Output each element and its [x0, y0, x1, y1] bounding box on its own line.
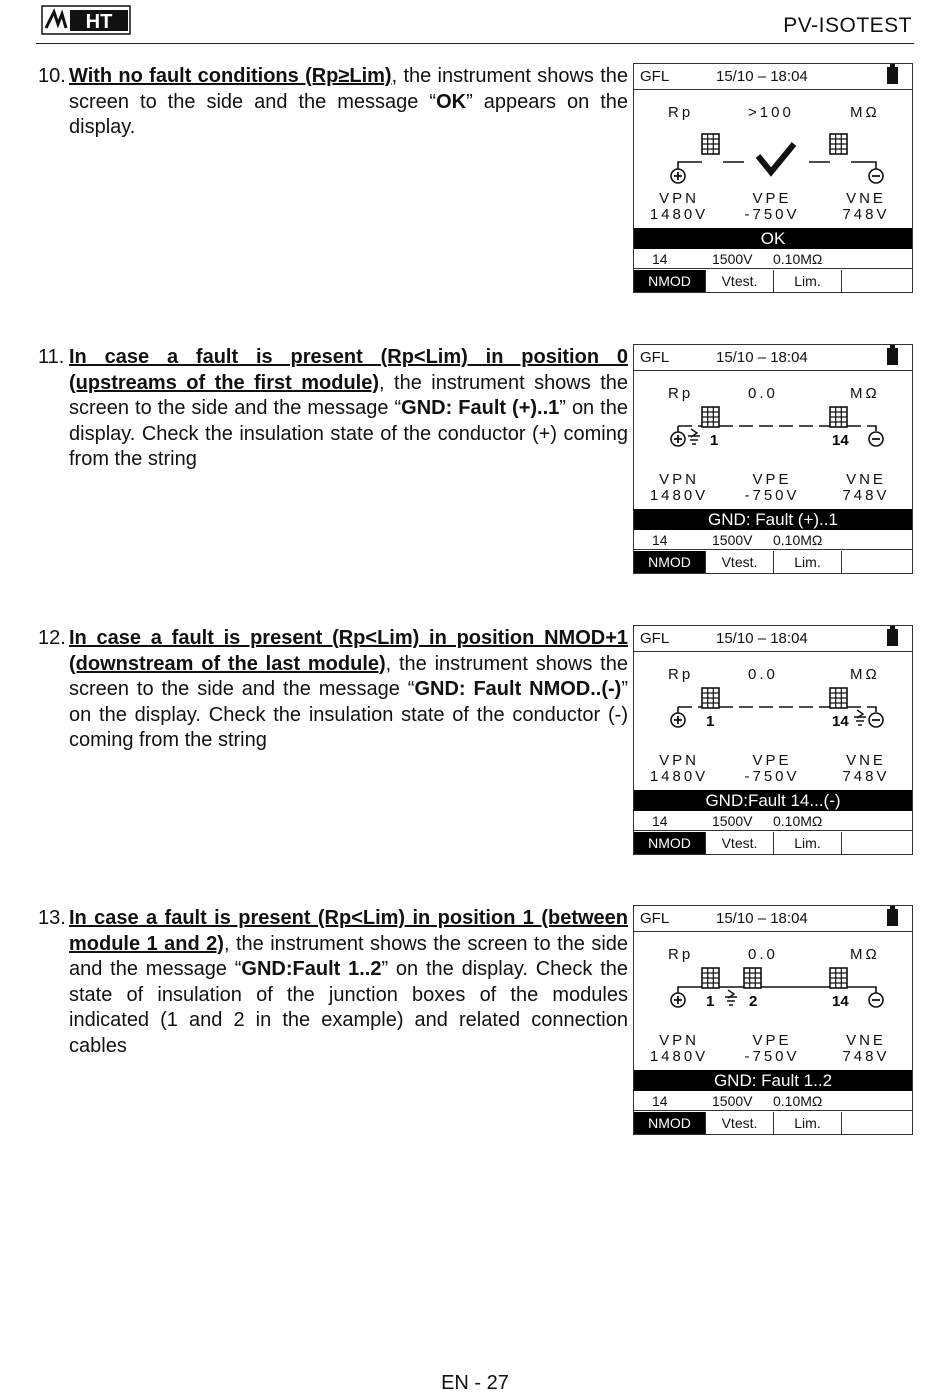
vne-label: VNE	[846, 752, 886, 769]
vpe-label: VPE	[752, 471, 792, 488]
rp-value: 0.0	[748, 385, 778, 402]
step-number: 13.	[38, 907, 66, 929]
step-13	[38, 906, 628, 1059]
vtest-softkey[interactable]: Vtest.	[706, 551, 774, 573]
pv-module-icon	[702, 688, 719, 708]
screen-status-bar	[634, 345, 912, 371]
limit-value: 0.10MΩ	[773, 251, 823, 267]
step-text	[69, 626, 628, 754]
step-condition: With no fault conditions (Rp≥Lim)	[69, 65, 392, 87]
result-message: GND:Fault 14...(-)	[634, 790, 912, 811]
softkey-bar	[634, 1112, 912, 1134]
instrument-screen-fault-plus	[633, 344, 913, 574]
vtest-value: 1500V	[712, 813, 753, 829]
step-message: GND: Fault (+)..1	[401, 397, 560, 419]
vpe-label: VPE	[752, 190, 792, 207]
softkey-bar	[634, 270, 912, 292]
battery-icon	[887, 629, 898, 646]
pv-module-icon	[830, 688, 847, 708]
lim-softkey[interactable]: Lim.	[774, 832, 842, 854]
step-text	[69, 906, 628, 1059]
negative-terminal-icon	[869, 713, 883, 727]
instrument-screen-fault-between	[633, 905, 913, 1135]
step-condition: In case a fault is present (Rp<Lim) in position 0 (upstreams of the first module)	[69, 346, 628, 394]
datetime: 15/10 – 18:04	[716, 630, 808, 647]
rp-unit: MΩ	[850, 946, 880, 963]
battery-icon	[887, 909, 898, 926]
instrument-screen-fault-minus	[633, 625, 913, 855]
nmod-softkey[interactable]: NMOD	[634, 270, 706, 292]
string-diagram	[634, 122, 914, 188]
string-diagram	[634, 684, 914, 750]
pv-module-icon	[830, 968, 847, 988]
vtest-value: 1500V	[712, 1093, 753, 1109]
page-header	[36, 0, 914, 44]
vpn-label: VPN	[659, 1032, 699, 1049]
rp-label: Rp	[668, 104, 694, 121]
rp-value: 0.0	[748, 666, 778, 683]
positive-terminal-icon	[671, 169, 685, 183]
datetime: 15/10 – 18:04	[716, 68, 808, 85]
vpe-value: -750V	[744, 1048, 800, 1065]
step-number: 12.	[38, 627, 66, 649]
nmod-softkey[interactable]: NMOD	[634, 1112, 706, 1134]
rp-unit: MΩ	[850, 666, 880, 683]
step-text	[69, 64, 628, 141]
screen-status-bar	[634, 906, 912, 932]
ht-logo	[40, 4, 132, 36]
step-text-b: ” on the display. Check the state of insulation of the junction boxes of the modules indicated (1 and 2 in the example) and related connection cables	[69, 958, 629, 1057]
lim-softkey[interactable]: Lim.	[774, 551, 842, 573]
module-number-left: 1	[710, 432, 719, 449]
result-message: OK	[634, 228, 912, 249]
mode-label: GFL	[640, 68, 670, 85]
step-message: GND: Fault NMOD..(-)	[414, 678, 622, 700]
logo-text: HT	[85, 11, 113, 33]
battery-icon	[887, 348, 898, 365]
vpn-label: VPN	[659, 752, 699, 769]
vne-label: VNE	[846, 1032, 886, 1049]
datetime: 15/10 – 18:04	[716, 349, 808, 366]
vtest-value: 1500V	[712, 532, 753, 548]
string-diagram	[634, 403, 914, 469]
positive-terminal-icon	[671, 713, 685, 727]
ground-fault-icon	[725, 990, 737, 1005]
positive-terminal-icon	[671, 993, 685, 1007]
negative-terminal-icon	[869, 169, 883, 183]
battery-icon	[887, 67, 898, 84]
module-number-left: 1	[706, 993, 715, 1010]
vtest-softkey[interactable]: Vtest.	[706, 1112, 774, 1134]
nmod-softkey[interactable]: NMOD	[634, 551, 706, 573]
negative-terminal-icon	[869, 993, 883, 1007]
vpn-value: 1480V	[649, 768, 709, 785]
result-message: GND: Fault (+)..1	[634, 509, 912, 530]
step-11	[38, 345, 628, 473]
vpe-value: -750V	[744, 487, 800, 504]
module-number-right: 14	[832, 713, 849, 730]
vpe-label: VPE	[752, 1032, 792, 1049]
nmod-value: 14	[652, 532, 668, 548]
vne-value: 748V	[842, 1048, 890, 1065]
vpe-value: -750V	[744, 768, 800, 785]
rp-label: Rp	[668, 666, 694, 683]
rp-unit: MΩ	[850, 385, 880, 402]
vne-value: 748V	[842, 487, 890, 504]
setting-values	[634, 1091, 912, 1111]
setting-values	[634, 530, 912, 550]
step-text-b: ” appears on the display.	[69, 90, 628, 138]
step-number: 11.	[38, 346, 65, 368]
step-text	[69, 345, 628, 473]
step-message: GND:Fault 1..2	[241, 958, 382, 980]
nmod-value: 14	[652, 1093, 668, 1109]
rp-label: Rp	[668, 385, 694, 402]
positive-terminal-icon	[671, 432, 685, 446]
rp-value: 0.0	[748, 946, 778, 963]
step-text-b: ” on the display. Check the insulation state of the conductor (+) coming from the string	[69, 397, 628, 470]
page-number: EN - 27	[441, 1372, 509, 1394]
step-text-a: , the instrument shows the screen to the side and the message “	[69, 65, 628, 113]
step-12	[38, 626, 628, 754]
negative-terminal-icon	[869, 432, 883, 446]
step-text-a: , the instrument shows the screen to the side and the message “	[69, 652, 628, 700]
vtest-softkey[interactable]: Vtest.	[706, 832, 774, 854]
nmod-value: 14	[652, 813, 668, 829]
document-title: PV-ISOTEST	[783, 14, 912, 37]
checkmark-icon	[758, 144, 794, 172]
vpn-value: 1480V	[649, 206, 709, 223]
vne-label: VNE	[846, 471, 886, 488]
ground-fault-icon	[854, 710, 866, 725]
vpe-value: -750V	[744, 206, 800, 223]
nmod-value: 14	[652, 251, 668, 267]
pv-module-icon	[744, 968, 761, 988]
step-text-b: ” on the display. Check the insulation state of the conductor (-) coming from the string	[69, 678, 628, 751]
pv-module-icon	[830, 407, 847, 427]
vne-label: VNE	[846, 190, 886, 207]
screen-status-bar	[634, 64, 912, 90]
vtest-value: 1500V	[712, 251, 753, 267]
rp-unit: MΩ	[850, 104, 880, 121]
step-condition: In case a fault is present (Rp<Lim) in position 1 (between module 1 and 2)	[69, 907, 628, 955]
lim-softkey[interactable]: Lim.	[774, 270, 842, 292]
vtest-softkey[interactable]: Vtest.	[706, 270, 774, 292]
rp-label: Rp	[668, 946, 694, 963]
string-diagram	[634, 964, 914, 1030]
module-number-left: 1	[706, 713, 715, 730]
setting-values	[634, 249, 912, 269]
vpe-label: VPE	[752, 752, 792, 769]
limit-value: 0.10MΩ	[773, 813, 823, 829]
softkey-bar	[634, 832, 912, 854]
step-message: OK	[436, 90, 467, 113]
step-number: 10.	[38, 65, 66, 87]
ground-fault-icon	[688, 429, 700, 444]
datetime: 15/10 – 18:04	[716, 910, 808, 927]
rp-value: >100	[748, 104, 794, 121]
pv-module-icon	[702, 134, 719, 154]
limit-value: 0.10MΩ	[773, 532, 823, 548]
vpn-value: 1480V	[649, 487, 709, 504]
vne-value: 748V	[842, 768, 890, 785]
softkey-bar	[634, 551, 912, 573]
screen-status-bar	[634, 626, 912, 652]
module-number-right: 14	[832, 432, 849, 449]
step-text-a: , the instrument shows the screen to the side and the message “	[69, 932, 629, 980]
module-number-mid: 2	[749, 993, 758, 1010]
step-condition: In case a fault is present (Rp<Lim) in position NMOD+1 (downstream of the last module)	[69, 627, 628, 675]
pv-module-icon	[830, 134, 847, 154]
mode-label: GFL	[640, 910, 670, 927]
mode-label: GFL	[640, 630, 670, 647]
result-message: GND: Fault 1..2	[634, 1070, 912, 1091]
vne-value: 748V	[842, 206, 890, 223]
nmod-softkey[interactable]: NMOD	[634, 832, 706, 854]
lim-softkey[interactable]: Lim.	[774, 1112, 842, 1134]
instrument-screen-ok	[633, 63, 913, 293]
pv-module-icon	[702, 968, 719, 988]
step-text-a: , the instrument shows the screen to the side and the message “	[69, 371, 628, 419]
pv-module-icon	[702, 407, 719, 427]
vpn-label: VPN	[659, 471, 699, 488]
module-number-right: 14	[832, 993, 849, 1010]
mode-label: GFL	[640, 349, 670, 366]
step-10	[38, 64, 628, 141]
vpn-label: VPN	[659, 190, 699, 207]
limit-value: 0.10MΩ	[773, 1093, 823, 1109]
setting-values	[634, 811, 912, 831]
vpn-value: 1480V	[649, 1048, 709, 1065]
